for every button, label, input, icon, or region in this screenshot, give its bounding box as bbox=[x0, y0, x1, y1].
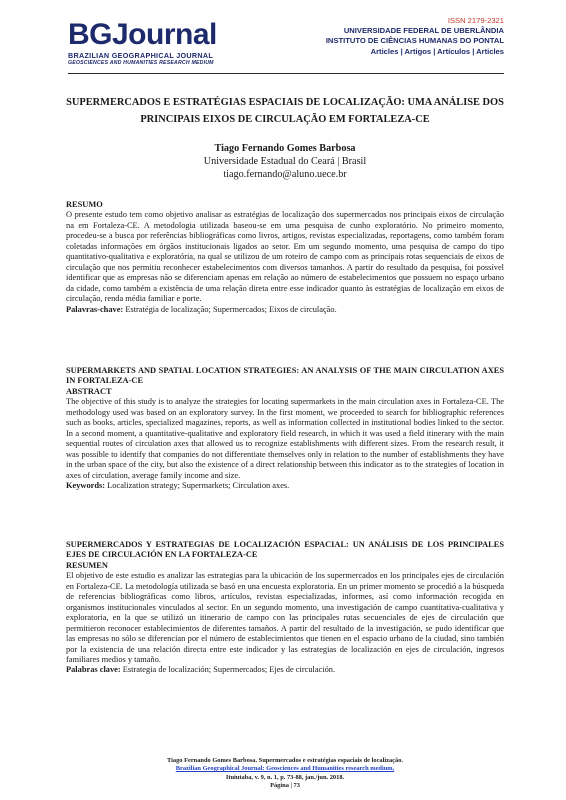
author-email: tiago.fernando@aluno.uece.br bbox=[223, 168, 347, 180]
resumo-keywords-label: Palavras-chave: bbox=[66, 304, 124, 314]
page-footer bbox=[66, 757, 504, 791]
resumen-heading: RESUMEN bbox=[66, 560, 108, 570]
header-institution bbox=[326, 16, 504, 57]
logo-subtitle: BRAZILIAN GEOGRAPHICAL JOURNAL bbox=[68, 51, 214, 60]
resumen-keywords bbox=[66, 665, 504, 675]
resumen-keywords-label: Palabras clave: bbox=[66, 665, 121, 675]
author-affiliation: Universidade Estadual do Ceará | Brasil bbox=[203, 155, 367, 167]
footer-volume: Ituiutaba, v. 9, n. 1, p. 73-88, jan./jun. 2018. bbox=[225, 773, 345, 781]
logo-title: BGJournal bbox=[68, 18, 217, 51]
resumen-section bbox=[66, 540, 504, 676]
resumen-keywords-value: Estrategia de localización; Supermercados; Ejes de circulación. bbox=[122, 665, 336, 675]
resumo-keywords-value: Estratégia de localização; Supermercados; Eixos de circulação. bbox=[125, 304, 337, 314]
article-types: Articles | Artigos | Artículos | Articles bbox=[370, 46, 504, 56]
journal-logo bbox=[68, 20, 217, 66]
article-title: SUPERMERCADOS E ESTRATÉGIAS ESPACIAIS DE LOCALIZAÇÃO: UMA ANÁLISE DOS PRINCIPAIS EIXOS DE CIRCULAÇÃO EM FORTALEZA-CE bbox=[66, 97, 504, 125]
author-name: Tiago Fernando Gomes Barbosa bbox=[214, 143, 356, 154]
issn: ISSN 2179-2321 bbox=[447, 16, 504, 25]
footer-citation: Tiago Fernando Gomes Barbosa. Supermercados e estratégias espaciais de localização. bbox=[166, 757, 404, 764]
abstract-heading: ABSTRACT bbox=[66, 386, 112, 396]
resumo-keywords bbox=[66, 305, 504, 315]
abstract-keywords bbox=[66, 481, 504, 491]
footer-journal-link[interactable]: Brazilian Geographical Journal: Geosciences and Humanities research medium, bbox=[175, 765, 395, 773]
institute-name: INSTITUTO DE CIÊNCIAS HUMANAS DO PONTAL bbox=[325, 36, 504, 46]
abstract-text: The objective of this study is to analyze the strategies for locating supermarkets in the main circulation axes in Fortaleza-CE. The methodology used was based on an exploratory survey. In the first moment, we proceeded to search for bibliographic references such as books, articles, specialized magazines, reports, as well as information collected in institutional bodies linked to the sector. In a second moment, a quantitative-qualitative and exploratory field research, in which it was used a field itinerary with the main sequential routes of circulation axes that allowed us to recognize establishments with different sizes. From the research result, it was possible to identify that companies do not differentiate themselves only in relation to the number of establishments they have in the urban space of the city, but also the existence of a direct relationship between this indicator as to the strategies of location in axes of circulation, average family income and size. bbox=[66, 397, 504, 480]
abstract-keywords-value: Localization strategy; Supermarkets; Circulation axes. bbox=[107, 480, 290, 490]
header-divider bbox=[68, 73, 504, 74]
abstract-section bbox=[66, 366, 504, 491]
resumen-title: SUPERMERCADOS Y ESTRATEGIAS DE LOCALIZACIÓN ESPACIAL: UN ANÁLISIS DE LOS PRINCIPALES EJES DE CIRCULACIÓN EN LA FORTALEZA-CE bbox=[66, 540, 504, 560]
abstract-keywords-label: Keywords: bbox=[66, 480, 106, 490]
footer-page-number: Página | 73 bbox=[270, 782, 300, 790]
logo-tagline: GEOSCIENCES AND HUMANITIES RESEARCH MEDIUM bbox=[68, 60, 214, 66]
resumo-heading: RESUMO bbox=[66, 200, 103, 209]
abstract-title: SUPERMARKETS AND SPATIAL LOCATION STRATEGIES: AN ANALYSIS OF THE MAIN CIRCULATION AXES IN FORTALEZA-CE bbox=[66, 366, 504, 386]
university-name: UNIVERSIDADE FEDERAL DE UBERLÂNDIA bbox=[343, 26, 504, 36]
resumo-section bbox=[66, 200, 504, 315]
resumen-text: El objetivo de este estudio es analizar las estrategias para la ubicación de los supermercados en los principales ejes de circulación en Fortaleza-CE. La metodología utilizada se basó en una encuesta exploratoria. En un primer momento se procedió a la búsqueda de referencias bibliográficas como libros, artículos, revistas especializadas, informes, así como información recogida en organismos institucionales vinculados al sector. En un segundo momento, una investigación de campo cuantitativa-cualitativa y exploratoria, en la que se utilizó un itinerario de campo con las principales rutas secuenciales de ejes de circulación que permitieron reconocer establecimientos de diferentes tamaños. A partir del resultado de la investigación, se pudo identificar que las empresas no sólo se diferencian por el número de establecimientos que tienen en el espacio urbano de la ciudad, sino también por la existencia de una relación directa entre este indicador y las estrategias de localización en ejes de circulación, ingresos familiares medios y tamaño. bbox=[66, 571, 504, 664]
author-block bbox=[66, 143, 504, 181]
resumo-text: O presente estudo tem como objetivo analisar as estratégias de localização dos supermercados nos principais eixos de circulação na em Fortaleza-CE. A metodologia utilizada baseou-se em uma pesquisa de cunho exploratório. No primeiro momento, procedeu-se a busca por referências bibliográficas como livros, artigos, revistas especializadas, reportagens, como também foram coletadas informações em órgãos institucionais ligados ao setor. Em um segundo momento, uma pesquisa de campo do tipo quantitativo-qualitativa e exploratória, na qual se utilizou de um roteiro de campo com as principais rotas sequenciais de eixos de circulação que nos permitiu reconhecer estabelecimentos com diversos tamanhos. A partir do resultado da pesquisa, foi possível identificar que as empresas não se diferenciam apenas em relação ao número de estabelecimentos que possuem no espaço urbano da cidade, como também a existência de uma relação direta entre esse indicador quanto às estratégias de localização em eixos de circulação, renda média familiar e porte. bbox=[66, 210, 504, 304]
